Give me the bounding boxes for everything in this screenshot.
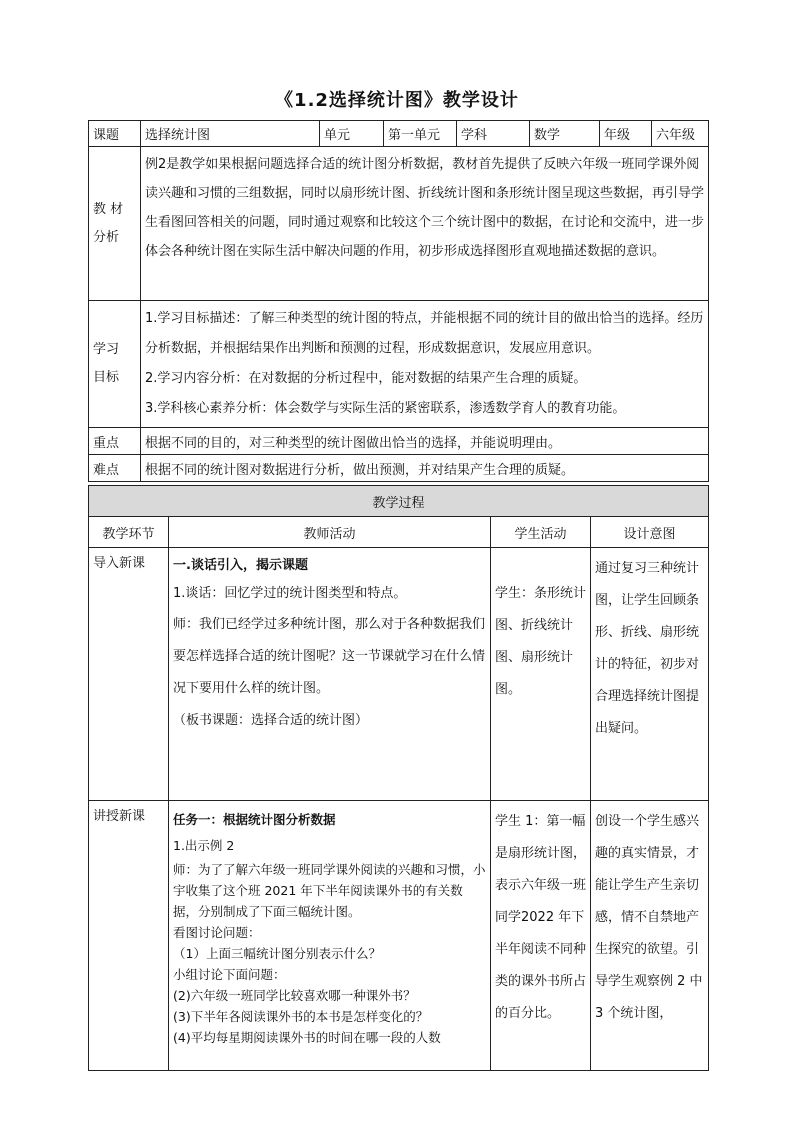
- teacher-line: (4)平均每星期阅读课外书的时间在哪一段的人数: [173, 1030, 441, 1045]
- page-title: 《1.2选择统计图》教学设计: [275, 90, 519, 111]
- lesson-info-table: [88, 120, 709, 482]
- process-table: [88, 485, 709, 1071]
- difficulty-label: 难点: [89, 455, 141, 482]
- goal-item-1: 1.学习目标描述：了解三种类型的统计图的特点，并能根据不同的统计目的做出恰当的选择。经历分析数据，并根据结果作出判断和预测的过程，形成数据意识，发展应用意识。: [145, 311, 704, 356]
- teacher-line: 小组讨论下面问题：: [173, 967, 286, 982]
- teacher-line: 1.谈话：回忆学过的统计图类型和特点。: [173, 586, 407, 601]
- grade-label: 年级: [600, 121, 652, 147]
- grade-value: 六年级: [652, 121, 709, 147]
- stage-cell: 讲授新课: [89, 801, 169, 1071]
- key-point-text: 根据不同的目的，对三种类型的统计图做出恰当的选择，并能说明理由。: [141, 428, 709, 455]
- section-heading: 任务一：根据统计图分析数据: [173, 812, 336, 827]
- col-header-intent: 设计意图: [591, 517, 709, 548]
- analysis-text: 例2是教学如果根据问题选择合适的统计图分析数据，教材首先提供了反映六年级一班同学课外阅读兴趣和习惯的三组数据，同时以扇形统计图、折线统计图和条形统计图呈现这些数据，再引导学生看图回答相关的问题，同时通过观察和比较这个三个统计图中的数据，在讨论和交流中，进一步体会各种统计图在实际生活中解决问题的作用，初步形成选择图形直观地描述数据的意识。: [145, 157, 705, 259]
- unit-value: 第一单元: [384, 121, 457, 147]
- section-heading: 一.谈话引入，揭示课题: [173, 558, 308, 573]
- table-row: [89, 548, 709, 801]
- col-header-stage: 教学环节: [89, 517, 169, 548]
- teacher-line: （板书课题：选择合适的统计图）: [173, 713, 369, 728]
- topic-value: 选择统计图: [141, 121, 320, 147]
- stage-cell: 导入新课: [89, 548, 169, 801]
- teacher-line: (2)六年级一班同学比较喜欢哪一种课外书？: [173, 988, 416, 1003]
- intent-cell: 通过复习三种统计图，让学生回顾条形、折线、扇形统计的特征，初步对合理选择统计图提出疑问。: [591, 548, 709, 801]
- process-banner: 教学过程: [89, 486, 709, 517]
- subject-value: 数学: [530, 121, 600, 147]
- teacher-line: 看图讨论问题：: [173, 925, 261, 940]
- goals-label: 学习 目标: [89, 301, 141, 428]
- analysis-label: 教 材 分析: [89, 147, 141, 301]
- student-cell: 学生：条形统计图、折线统计图、扇形统计图。: [491, 548, 591, 801]
- teacher-line: (3)下半年各阅读课外书的本书是怎样变化的？: [173, 1009, 429, 1024]
- key-point-label: 重点: [89, 428, 141, 455]
- teacher-line: （1）上面三幅统计图分别表示什么？: [173, 946, 381, 961]
- table-row: [89, 801, 709, 1071]
- teacher-line: 1.出示例 2: [173, 838, 235, 853]
- student-cell: 学生 1：第一幅是扇形统计图，表示六年级一班同学2022 年下半年阅读不同种类的课外书所占的百分比。: [491, 801, 591, 1071]
- goal-item-3: 3.学科核心素养分析：体会数学与实际生活的紧密联系，渗透数学育人的教育功能。: [145, 401, 626, 416]
- subject-label: 学科: [457, 121, 530, 147]
- col-header-student: 学生活动: [491, 517, 591, 548]
- topic-label: 课题: [89, 121, 141, 147]
- goal-item-2: 2.学习内容分析：在对数据的分析过程中，能对数据的结果产生合理的质疑。: [145, 371, 587, 386]
- teacher-line: 师：为了了解六年级一班同学课外阅读的兴趣和习惯，小宇收集了这个班 2021 年下半年阅读课外书的有关数据，分别制成了下面三幅统计图。: [173, 862, 486, 919]
- teacher-line: 师：我们已经学过多种统计图，那么对于各种数据我们要怎样选择合适的统计图呢？这一节课就学习在什么情况下要用什么样的统计图。: [173, 617, 486, 696]
- intent-cell: 创设一个学生感兴趣的真实情景，才能让学生产生亲切感，情不自禁地产生探究的欲望。引导学生观察例 2 中 3 个统计图，: [591, 801, 709, 1071]
- unit-label: 单元: [320, 121, 384, 147]
- col-header-teacher: 教师活动: [169, 517, 491, 548]
- difficulty-text: 根据不同的统计图对数据进行分析，做出预测，并对结果产生合理的质疑。: [141, 455, 709, 482]
